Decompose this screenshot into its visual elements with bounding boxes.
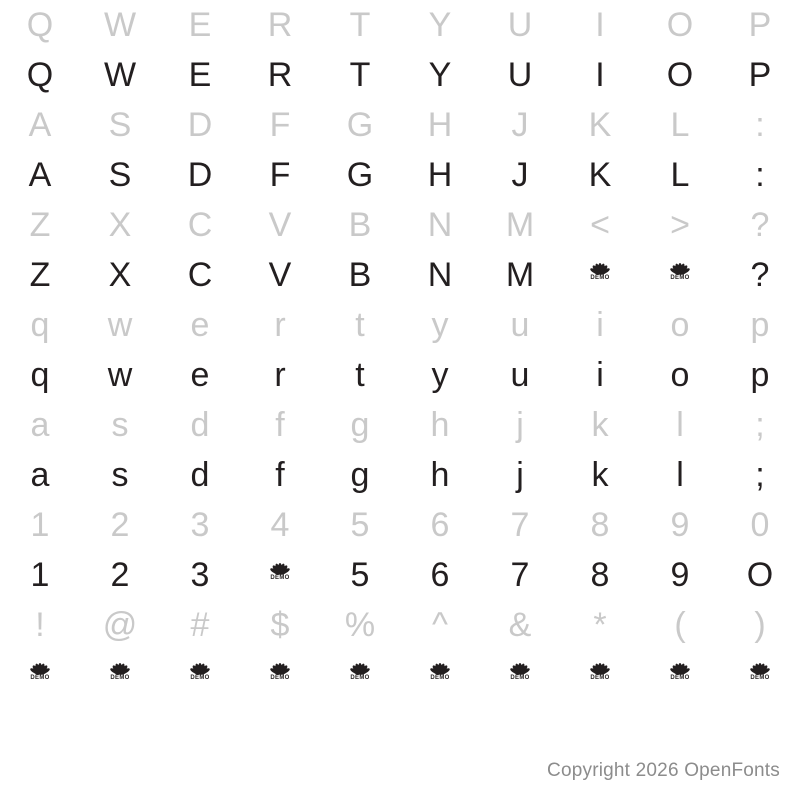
glyph-cell: j <box>516 406 524 444</box>
glyph-cell: w <box>107 356 133 394</box>
glyph-cell: 5 <box>350 506 370 544</box>
demo-label: DEMO <box>750 675 770 681</box>
glyph-cell: g <box>350 406 370 444</box>
demo-burst-icon <box>267 562 293 588</box>
demo-watermark-glyph <box>720 650 800 700</box>
glyph-cell: R <box>267 6 293 44</box>
glyph-cell: r <box>274 306 286 344</box>
glyph-cell: : <box>755 106 765 144</box>
glyph-cell: f <box>275 456 285 494</box>
glyph-cell: e <box>190 356 210 394</box>
glyph-cell: k <box>591 406 609 444</box>
demo-watermark-glyph <box>560 650 640 700</box>
demo-burst-icon <box>347 662 373 688</box>
demo-watermark-glyph <box>640 650 720 700</box>
demo-watermark-glyph <box>560 250 640 300</box>
demo-label: DEMO <box>270 675 290 681</box>
demo-watermark-glyph <box>160 650 240 700</box>
glyph-cell: K <box>588 106 612 144</box>
glyph-cell: 8 <box>590 556 610 594</box>
glyph-cell: Q <box>26 6 54 44</box>
demo-label: DEMO <box>190 675 210 681</box>
glyph-cell: D <box>187 106 213 144</box>
glyph-cell: D <box>187 156 213 194</box>
glyph-cell: a <box>30 456 50 494</box>
glyph-cell: P <box>748 6 772 44</box>
glyph-cell: N <box>427 256 453 294</box>
glyph-cell: U <box>507 56 533 94</box>
glyph-cell: F <box>269 106 291 144</box>
demo-burst-icon <box>427 662 453 688</box>
demo-label: DEMO <box>110 675 130 681</box>
glyph-cell: i <box>596 306 604 344</box>
glyph-cell: ) <box>754 606 766 644</box>
glyph-cell: O <box>746 556 774 594</box>
glyph-cell: 7 <box>510 556 530 594</box>
glyph-cell: S <box>108 156 132 194</box>
glyph-cell: e <box>190 306 210 344</box>
demo-label: DEMO <box>670 275 690 281</box>
demo-label: DEMO <box>590 675 610 681</box>
demo-label: DEMO <box>270 575 290 581</box>
copyright-notice: Copyright 2026 OpenFonts <box>547 760 780 781</box>
glyph-cell: 8 <box>590 506 610 544</box>
demo-label: DEMO <box>430 675 450 681</box>
glyph-cell: M <box>505 256 535 294</box>
glyph-cell: y <box>431 306 449 344</box>
glyph-cell: X <box>108 256 132 294</box>
demo-label: DEMO <box>350 675 370 681</box>
glyph-cell: X <box>108 206 132 244</box>
glyph-cell: Y <box>428 56 452 94</box>
glyph-cell: k <box>591 456 609 494</box>
glyph-cell: 6 <box>430 506 450 544</box>
glyph-cell: T <box>349 6 371 44</box>
glyph-cell: G <box>346 106 374 144</box>
glyph-cell: A <box>28 156 52 194</box>
glyph-cell: 2 <box>110 556 130 594</box>
glyph-cell: B <box>348 206 372 244</box>
demo-watermark-glyph <box>320 650 400 700</box>
glyph-cell: $ <box>270 606 290 644</box>
glyph-cell: u <box>510 356 530 394</box>
glyph-cell: < <box>590 206 610 244</box>
glyph-cell: 4 <box>270 506 290 544</box>
glyph-cell: i <box>596 356 604 394</box>
glyph-cell: E <box>188 56 212 94</box>
glyph-cell: E <box>188 6 212 44</box>
glyph-cell: 1 <box>30 556 50 594</box>
glyph-cell: I <box>595 6 605 44</box>
glyph-cell: p <box>750 306 770 344</box>
demo-burst-icon <box>667 662 693 688</box>
glyph-cell: : <box>755 156 765 194</box>
glyph-cell: h <box>430 406 450 444</box>
glyph-cell: O <box>666 6 694 44</box>
glyph-cell: ? <box>750 256 770 294</box>
glyph-cell: F <box>269 156 291 194</box>
glyph-cell: 3 <box>190 506 210 544</box>
glyph-cell: o <box>670 306 690 344</box>
glyph-cell: p <box>750 356 770 394</box>
glyph-cell: B <box>348 256 372 294</box>
glyph-cell: d <box>190 456 210 494</box>
glyph-cell: 9 <box>670 556 690 594</box>
demo-burst-icon <box>587 262 613 288</box>
glyph-cell: * <box>593 606 607 644</box>
glyph-cell: % <box>344 606 376 644</box>
glyph-cell: H <box>427 156 453 194</box>
glyph-cell: @ <box>102 606 138 644</box>
glyph-cell: C <box>187 206 213 244</box>
glyph-cell: J <box>511 156 529 194</box>
glyph-cell: L <box>670 156 690 194</box>
demo-watermark-glyph <box>640 250 720 300</box>
glyph-cell: l <box>676 456 684 494</box>
glyph-cell: P <box>748 56 772 94</box>
glyph-cell: 3 <box>190 556 210 594</box>
glyph-cell: Z <box>29 256 51 294</box>
glyph-cell: 9 <box>670 506 690 544</box>
glyph-cell: Z <box>29 206 51 244</box>
demo-burst-icon <box>587 662 613 688</box>
glyph-cell: M <box>505 206 535 244</box>
glyph-cell: 5 <box>350 556 370 594</box>
glyph-cell: 2 <box>110 506 130 544</box>
demo-watermark-glyph <box>240 550 320 600</box>
demo-burst-icon <box>187 662 213 688</box>
glyph-cell: R <box>267 56 293 94</box>
glyph-cell: G <box>346 156 374 194</box>
glyph-cell: ( <box>674 606 686 644</box>
glyph-cell: s <box>111 406 129 444</box>
glyph-cell: S <box>108 106 132 144</box>
glyph-cell: ^ <box>432 606 448 644</box>
glyph-cell: y <box>431 356 449 394</box>
demo-watermark-glyph <box>400 650 480 700</box>
glyph-cell: q <box>30 306 50 344</box>
demo-label: DEMO <box>30 675 50 681</box>
glyph-cell: 1 <box>30 506 50 544</box>
glyph-cell: H <box>427 106 453 144</box>
glyph-cell: 6 <box>430 556 450 594</box>
glyph-cell: o <box>670 356 690 394</box>
glyph-cell: A <box>28 106 52 144</box>
demo-watermark-glyph <box>0 650 80 700</box>
demo-burst-icon <box>107 662 133 688</box>
glyph-cell: U <box>507 6 533 44</box>
demo-burst-icon <box>267 662 293 688</box>
glyph-cell: Q <box>26 56 54 94</box>
glyph-cell: K <box>588 156 612 194</box>
demo-watermark-glyph <box>240 650 320 700</box>
glyph-cell: > <box>670 206 690 244</box>
glyph-cell: O <box>666 56 694 94</box>
glyph-cell: a <box>30 406 50 444</box>
glyph-cell: ; <box>755 406 765 444</box>
glyph-cell: ; <box>755 456 765 494</box>
glyph-cell: Y <box>428 6 452 44</box>
glyph-cell: j <box>516 456 524 494</box>
glyph-cell: 7 <box>510 506 530 544</box>
glyph-cell: J <box>511 106 529 144</box>
demo-label: DEMO <box>590 275 610 281</box>
glyph-cell: ? <box>750 206 770 244</box>
glyph-cell: ! <box>35 606 45 644</box>
glyph-cell: W <box>103 6 137 44</box>
glyph-cell: T <box>349 56 371 94</box>
glyph-cell: 0 <box>750 506 770 544</box>
glyph-cell: W <box>103 56 137 94</box>
glyph-cell: t <box>355 306 365 344</box>
glyph-cell: h <box>430 456 450 494</box>
glyph-cell: r <box>274 356 286 394</box>
glyph-cell: V <box>268 256 292 294</box>
demo-watermark-glyph <box>480 650 560 700</box>
demo-burst-icon <box>27 662 53 688</box>
glyph-cell: N <box>427 206 453 244</box>
glyph-cell: & <box>508 606 532 644</box>
glyph-cell: q <box>30 356 50 394</box>
demo-label: DEMO <box>510 675 530 681</box>
glyph-cell: w <box>107 306 133 344</box>
demo-label: DEMO <box>670 675 690 681</box>
glyph-cell: u <box>510 306 530 344</box>
demo-burst-icon <box>747 662 773 688</box>
glyph-cell: f <box>275 406 285 444</box>
glyph-cell: s <box>111 456 129 494</box>
glyph-cell: # <box>190 606 210 644</box>
glyph-cell: L <box>670 106 690 144</box>
demo-burst-icon <box>667 262 693 288</box>
demo-watermark-glyph <box>80 650 160 700</box>
glyph-cell: d <box>190 406 210 444</box>
demo-burst-icon <box>507 662 533 688</box>
glyph-cell: l <box>676 406 684 444</box>
glyph-cell: V <box>268 206 292 244</box>
glyph-cell: t <box>355 356 365 394</box>
glyph-cell: I <box>595 56 605 94</box>
glyph-cell: g <box>350 456 370 494</box>
glyph-cell: C <box>187 256 213 294</box>
